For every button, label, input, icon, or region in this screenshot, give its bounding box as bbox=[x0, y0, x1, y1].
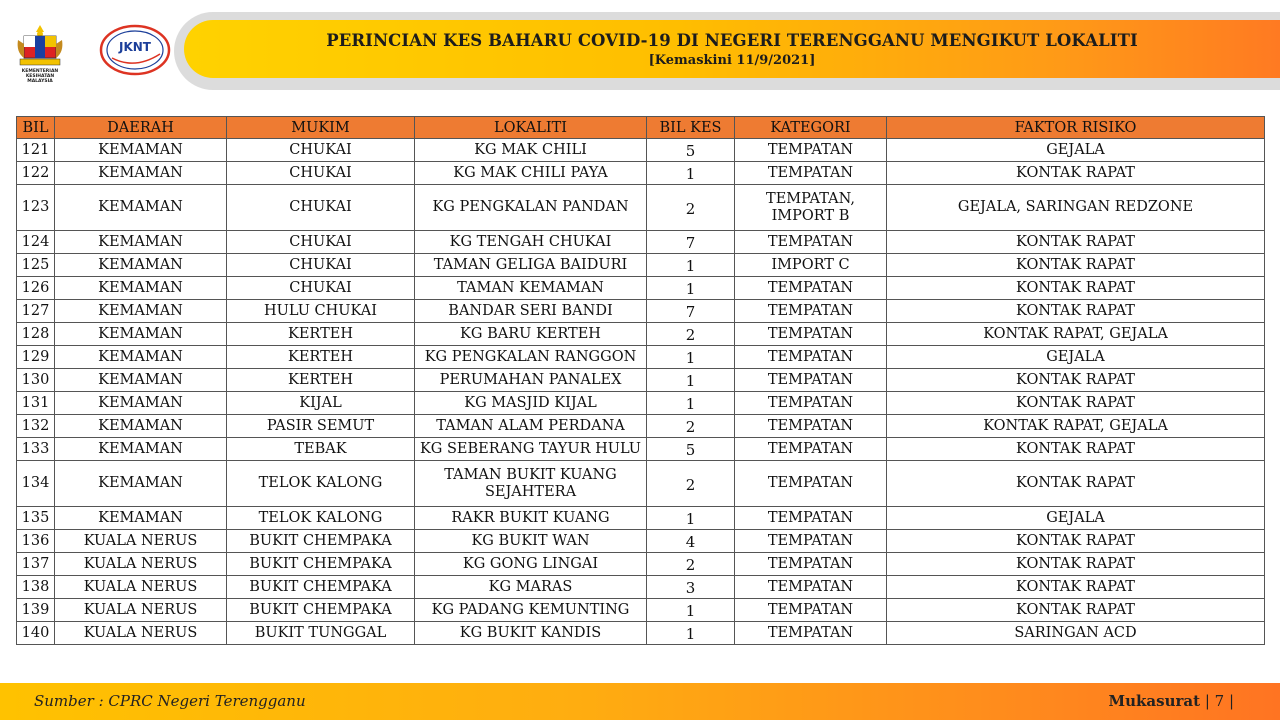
cell-daerah: KUALA NERUS bbox=[55, 622, 227, 645]
table-row bbox=[17, 346, 1265, 369]
cell-faktor-risiko: KONTAK RAPAT bbox=[887, 599, 1265, 622]
cell-bil: 132 bbox=[17, 415, 55, 438]
source-note: Sumber : CPRC Negeri Terengganu bbox=[34, 692, 306, 710]
column-header-kategori: KATEGORI bbox=[735, 117, 887, 139]
cell-daerah: KEMAMAN bbox=[55, 346, 227, 369]
cell-lokaliti: TAMAN KEMAMAN bbox=[415, 277, 647, 300]
cell-daerah: KEMAMAN bbox=[55, 254, 227, 277]
cell-bil-kes: 1 bbox=[647, 599, 735, 622]
cell-bil-kes: 2 bbox=[647, 415, 735, 438]
cell-bil-kes: 5 bbox=[647, 139, 735, 162]
cell-bil: 130 bbox=[17, 369, 55, 392]
cell-lokaliti: KG PENGKALAN PANDAN bbox=[415, 185, 647, 231]
cell-faktor-risiko: KONTAK RAPAT bbox=[887, 461, 1265, 507]
cell-bil: 135 bbox=[17, 507, 55, 530]
cell-kategori: TEMPATAN bbox=[735, 622, 887, 645]
cell-faktor-risiko: GEJALA bbox=[887, 346, 1265, 369]
cell-bil: 137 bbox=[17, 553, 55, 576]
cell-faktor-risiko: KONTAK RAPAT bbox=[887, 530, 1265, 553]
page-number: | 7 | bbox=[1204, 692, 1234, 710]
table-row bbox=[17, 392, 1265, 415]
table-row bbox=[17, 599, 1265, 622]
cell-bil-kes: 2 bbox=[647, 461, 735, 507]
cell-bil-kes: 1 bbox=[647, 392, 735, 415]
cell-lokaliti: KG PADANG KEMUNTING bbox=[415, 599, 647, 622]
cell-daerah: KUALA NERUS bbox=[55, 576, 227, 599]
cell-daerah: KUALA NERUS bbox=[55, 553, 227, 576]
cell-bil-kes: 5 bbox=[647, 438, 735, 461]
cell-mukim: CHUKAI bbox=[227, 254, 415, 277]
table-row bbox=[17, 507, 1265, 530]
cell-mukim: BUKIT CHEMPAKA bbox=[227, 553, 415, 576]
cell-faktor-risiko: KONTAK RAPAT bbox=[887, 300, 1265, 323]
cell-bil-kes: 1 bbox=[647, 507, 735, 530]
table-row bbox=[17, 530, 1265, 553]
cell-bil: 123 bbox=[17, 185, 55, 231]
cell-lokaliti: KG MAK CHILI PAYA bbox=[415, 162, 647, 185]
cell-lokaliti: KG BARU KERTEH bbox=[415, 323, 647, 346]
cell-daerah: KEMAMAN bbox=[55, 461, 227, 507]
cell-bil: 129 bbox=[17, 346, 55, 369]
cell-mukim: CHUKAI bbox=[227, 231, 415, 254]
table-row bbox=[17, 323, 1265, 346]
cell-faktor-risiko: KONTAK RAPAT, GEJALA bbox=[887, 323, 1265, 346]
cell-kategori: TEMPATAN bbox=[735, 323, 887, 346]
cell-bil: 122 bbox=[17, 162, 55, 185]
cell-daerah: KEMAMAN bbox=[55, 438, 227, 461]
cell-lokaliti: BANDAR SERI BANDI bbox=[415, 300, 647, 323]
cell-bil: 133 bbox=[17, 438, 55, 461]
cell-daerah: KEMAMAN bbox=[55, 277, 227, 300]
cell-kategori: TEMPATAN bbox=[735, 576, 887, 599]
cell-lokaliti: TAMAN BUKIT KUANG SEJAHTERA bbox=[415, 461, 647, 507]
cell-kategori: TEMPATAN bbox=[735, 530, 887, 553]
cell-lokaliti: TAMAN GELIGA BAIDURI bbox=[415, 254, 647, 277]
cell-bil-kes: 1 bbox=[647, 369, 735, 392]
cell-bil-kes: 7 bbox=[647, 231, 735, 254]
cell-lokaliti: RAKR BUKIT KUANG bbox=[415, 507, 647, 530]
cell-bil-kes: 2 bbox=[647, 553, 735, 576]
cell-bil-kes: 1 bbox=[647, 277, 735, 300]
cell-faktor-risiko: GEJALA bbox=[887, 507, 1265, 530]
cell-bil: 140 bbox=[17, 622, 55, 645]
cell-lokaliti: KG BUKIT KANDIS bbox=[415, 622, 647, 645]
cell-faktor-risiko: GEJALA bbox=[887, 139, 1265, 162]
cell-mukim: KIJAL bbox=[227, 392, 415, 415]
cell-bil: 126 bbox=[17, 277, 55, 300]
cell-bil-kes: 2 bbox=[647, 185, 735, 231]
cell-daerah: KUALA NERUS bbox=[55, 599, 227, 622]
page-label: Mukasurat bbox=[1108, 692, 1201, 710]
table-row bbox=[17, 162, 1265, 185]
cell-lokaliti: PERUMAHAN PANALEX bbox=[415, 369, 647, 392]
page-title: PERINCIAN KES BAHARU COVID-19 DI NEGERI TERENGGANU MENGIKUT LOKALITI bbox=[326, 31, 1138, 50]
cell-bil: 128 bbox=[17, 323, 55, 346]
cell-faktor-risiko: KONTAK RAPAT bbox=[887, 162, 1265, 185]
cell-kategori: TEMPATAN bbox=[735, 438, 887, 461]
cell-bil: 131 bbox=[17, 392, 55, 415]
cell-daerah: KEMAMAN bbox=[55, 231, 227, 254]
cell-kategori: TEMPATAN bbox=[735, 346, 887, 369]
cell-bil-kes: 1 bbox=[647, 162, 735, 185]
table-row bbox=[17, 622, 1265, 645]
cell-kategori: TEMPATAN bbox=[735, 231, 887, 254]
table-row bbox=[17, 139, 1265, 162]
page-indicator bbox=[1109, 692, 1235, 710]
cell-faktor-risiko: GEJALA, SARINGAN REDZONE bbox=[887, 185, 1265, 231]
cell-bil-kes: 1 bbox=[647, 622, 735, 645]
jknt-logo-icon bbox=[98, 24, 172, 76]
cell-lokaliti: KG MARAS bbox=[415, 576, 647, 599]
cases-table bbox=[16, 116, 1265, 645]
cell-lokaliti: KG BUKIT WAN bbox=[415, 530, 647, 553]
cell-lokaliti: KG MASJID KIJAL bbox=[415, 392, 647, 415]
cell-bil-kes: 1 bbox=[647, 346, 735, 369]
header-logos bbox=[14, 22, 164, 82]
cell-lokaliti: KG GONG LINGAI bbox=[415, 553, 647, 576]
cell-mukim: BUKIT CHEMPAKA bbox=[227, 576, 415, 599]
cell-mukim: TELOK KALONG bbox=[227, 507, 415, 530]
footer-bar bbox=[0, 683, 1280, 720]
cell-daerah: KEMAMAN bbox=[55, 139, 227, 162]
cell-kategori: TEMPATAN bbox=[735, 300, 887, 323]
cell-faktor-risiko: KONTAK RAPAT bbox=[887, 254, 1265, 277]
cell-daerah: KEMAMAN bbox=[55, 185, 227, 231]
ministry-logo-text: KEMENTERIAN KESIHATAN MALAYSIA bbox=[21, 69, 59, 84]
cell-mukim: CHUKAI bbox=[227, 277, 415, 300]
jknt-logo-text: JKNT bbox=[119, 40, 151, 54]
column-header-bil: BIL bbox=[17, 117, 55, 139]
cell-mukim: TEBAK bbox=[227, 438, 415, 461]
cell-daerah: KEMAMAN bbox=[55, 162, 227, 185]
cell-mukim: HULU CHUKAI bbox=[227, 300, 415, 323]
cell-kategori: TEMPATAN bbox=[735, 553, 887, 576]
cell-mukim: KERTEH bbox=[227, 346, 415, 369]
table-row bbox=[17, 553, 1265, 576]
table-row bbox=[17, 415, 1265, 438]
table-row bbox=[17, 576, 1265, 599]
cell-kategori: TEMPATAN bbox=[735, 162, 887, 185]
cell-bil-kes: 2 bbox=[647, 323, 735, 346]
table-header-row bbox=[17, 117, 1265, 139]
cell-daerah: KEMAMAN bbox=[55, 415, 227, 438]
cell-lokaliti: KG SEBERANG TAYUR HULU bbox=[415, 438, 647, 461]
cell-daerah: KEMAMAN bbox=[55, 507, 227, 530]
column-header-bil-kes: BIL KES bbox=[647, 117, 735, 139]
cell-mukim: CHUKAI bbox=[227, 162, 415, 185]
cell-kategori: TEMPATAN bbox=[735, 599, 887, 622]
table-row bbox=[17, 438, 1265, 461]
cell-daerah: KEMAMAN bbox=[55, 369, 227, 392]
cell-faktor-risiko: KONTAK RAPAT bbox=[887, 392, 1265, 415]
column-header-daerah: DAERAH bbox=[55, 117, 227, 139]
cell-kategori: TEMPATAN bbox=[735, 507, 887, 530]
cell-mukim: BUKIT CHEMPAKA bbox=[227, 599, 415, 622]
cell-mukim: BUKIT TUNGGAL bbox=[227, 622, 415, 645]
cell-daerah: KEMAMAN bbox=[55, 392, 227, 415]
cell-mukim: CHUKAI bbox=[227, 185, 415, 231]
cell-mukim: KERTEH bbox=[227, 323, 415, 346]
cell-bil-kes: 4 bbox=[647, 530, 735, 553]
cell-faktor-risiko: KONTAK RAPAT bbox=[887, 277, 1265, 300]
table-row bbox=[17, 300, 1265, 323]
cell-bil: 136 bbox=[17, 530, 55, 553]
cell-mukim: TELOK KALONG bbox=[227, 461, 415, 507]
cell-bil: 124 bbox=[17, 231, 55, 254]
table-row bbox=[17, 254, 1265, 277]
column-header-lokaliti: LOKALITI bbox=[415, 117, 647, 139]
cell-daerah: KEMAMAN bbox=[55, 300, 227, 323]
cell-faktor-risiko: KONTAK RAPAT, GEJALA bbox=[887, 415, 1265, 438]
cell-bil: 125 bbox=[17, 254, 55, 277]
cell-kategori: TEMPATAN bbox=[735, 461, 887, 507]
table-body bbox=[17, 139, 1265, 645]
cell-faktor-risiko: KONTAK RAPAT bbox=[887, 576, 1265, 599]
cell-lokaliti: TAMAN ALAM PERDANA bbox=[415, 415, 647, 438]
cell-kategori: TEMPATAN bbox=[735, 369, 887, 392]
cell-bil: 121 bbox=[17, 139, 55, 162]
cell-kategori: IMPORT C bbox=[735, 254, 887, 277]
cell-faktor-risiko: KONTAK RAPAT bbox=[887, 231, 1265, 254]
table-row bbox=[17, 185, 1265, 231]
cell-mukim: KERTEH bbox=[227, 369, 415, 392]
table-row bbox=[17, 369, 1265, 392]
page-subtitle: [Kemaskini 11/9/2021] bbox=[648, 53, 816, 68]
cell-bil-kes: 7 bbox=[647, 300, 735, 323]
cell-mukim: CHUKAI bbox=[227, 139, 415, 162]
cell-faktor-risiko: KONTAK RAPAT bbox=[887, 369, 1265, 392]
cell-daerah: KEMAMAN bbox=[55, 323, 227, 346]
cell-lokaliti: KG MAK CHILI bbox=[415, 139, 647, 162]
column-header-mukim: MUKIM bbox=[227, 117, 415, 139]
cell-bil: 139 bbox=[17, 599, 55, 622]
cell-lokaliti: KG TENGAH CHUKAI bbox=[415, 231, 647, 254]
cell-bil: 134 bbox=[17, 461, 55, 507]
cell-kategori: TEMPATAN bbox=[735, 277, 887, 300]
cell-kategori: TEMPATAN bbox=[735, 139, 887, 162]
table-row bbox=[17, 231, 1265, 254]
cell-bil-kes: 3 bbox=[647, 576, 735, 599]
cell-mukim: PASIR SEMUT bbox=[227, 415, 415, 438]
cell-faktor-risiko: SARINGAN ACD bbox=[887, 622, 1265, 645]
cell-bil-kes: 1 bbox=[647, 254, 735, 277]
cell-kategori: TEMPATAN, IMPORT B bbox=[735, 185, 887, 231]
table-row bbox=[17, 277, 1265, 300]
cell-faktor-risiko: KONTAK RAPAT bbox=[887, 553, 1265, 576]
table-row bbox=[17, 461, 1265, 507]
column-header-faktor-risiko: FAKTOR RISIKO bbox=[887, 117, 1265, 139]
cell-bil: 138 bbox=[17, 576, 55, 599]
cell-bil: 127 bbox=[17, 300, 55, 323]
cell-faktor-risiko: KONTAK RAPAT bbox=[887, 438, 1265, 461]
cell-kategori: TEMPATAN bbox=[735, 415, 887, 438]
cell-mukim: BUKIT CHEMPAKA bbox=[227, 530, 415, 553]
cell-lokaliti: KG PENGKALAN RANGGON bbox=[415, 346, 647, 369]
cell-kategori: TEMPATAN bbox=[735, 392, 887, 415]
cell-daerah: KUALA NERUS bbox=[55, 530, 227, 553]
